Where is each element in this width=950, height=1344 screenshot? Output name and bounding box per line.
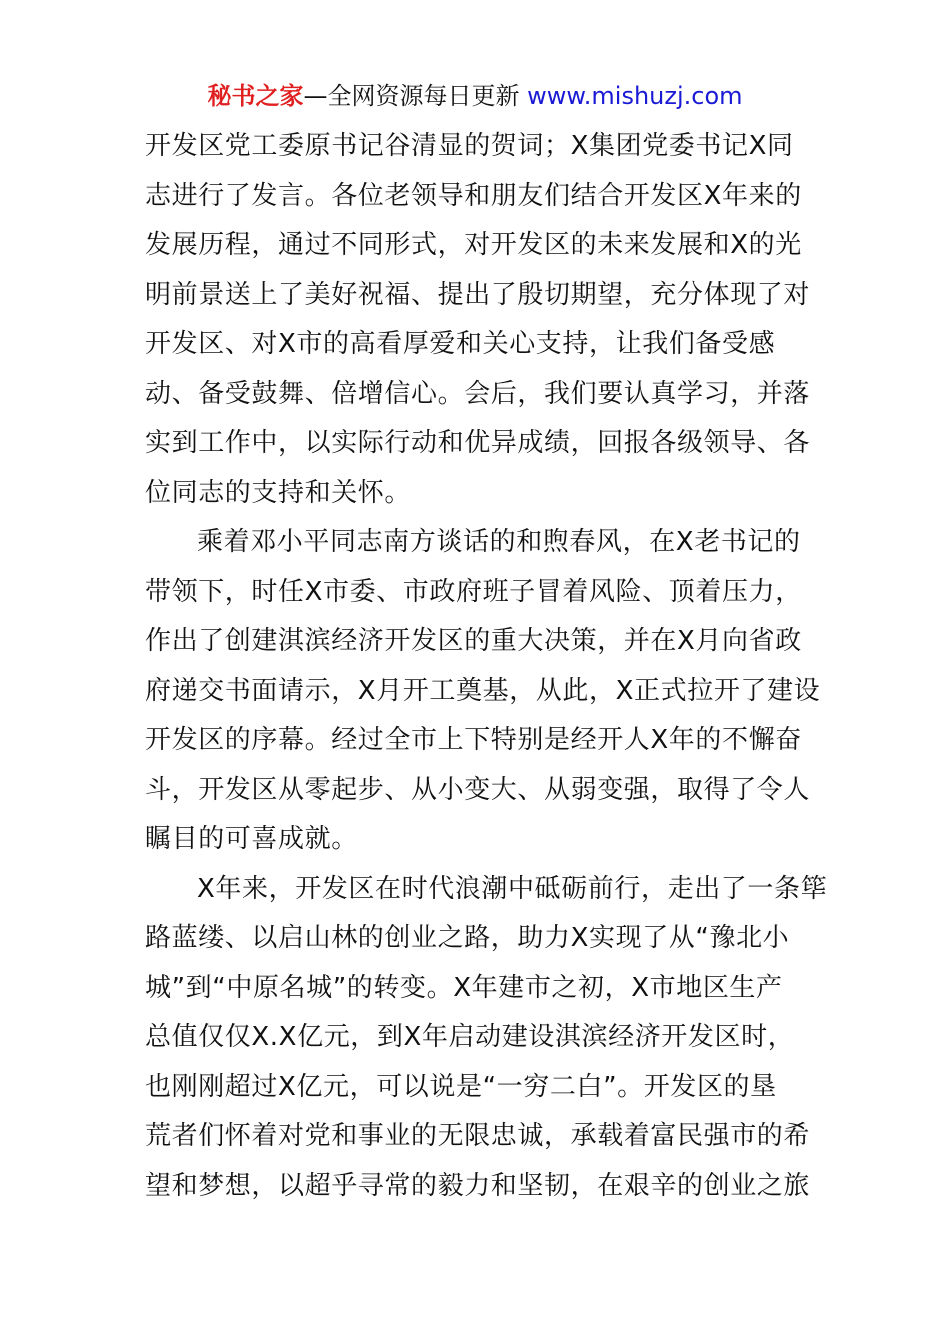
paragraph-first-line: 乘着邓小平同志南方谈话的和煦春风，在X老书记的 [197,527,801,557]
text-line: 总值仅仅X.X亿元，到X年启动建设淇滨经济开发区时， [145,1022,795,1052]
document-body [145,122,828,1211]
text-line: 开发区的序幕。经过全市上下特别是经开人X年的不懈奋 [145,725,802,755]
text-line: 路蓝缕、以启山林的创业之路，助力X实现了从“豫北小 [145,923,790,953]
text-line: 实到工作中，以实际行动和优异成绩，回报各级领导、各 [145,428,811,458]
text-line: 志进行了发言。各位老领导和朋友们结合开发区X年来的 [145,180,802,211]
site-url-link[interactable]: www.mishuzj.com [527,82,743,110]
page-header [0,80,950,112]
text-line: 瞩目的可喜成就。 [145,824,358,854]
text-line: 位同志的支持和关怀。 [145,477,412,508]
text-line: 斗，开发区从零起步、从小变大、从弱变强，取得了令人 [145,774,811,805]
paragraph-first-line: X年来，开发区在时代浪潮中砥砺前行，走出了一条筚 [197,873,828,904]
text-line: 作出了创建淇滨经济开发区的重大决策，并在X月向省政 [145,626,802,656]
brand-name: 秘书之家 [207,82,304,110]
text-line: 明前景送上了美好祝福、提出了殷切期望，充分体现了对 [145,279,811,310]
text-line: 望和梦想，以超乎寻常的毅力和坚韧，在艰辛的创业之旅 [145,1170,811,1201]
text-line: 府递交书面请示，X月开工奠基，从此，X正式拉开了建设 [145,675,821,706]
text-line: 也刚刚超过X亿元，可以说是“一穷二白”。开发区的垦 [145,1071,777,1102]
text-line: 发展历程，通过不同形式，对开发区的未来发展和X的光 [145,230,802,260]
text-line: 动、备受鼓舞、倍增信心。会后，我们要认真学习，并落 [145,378,811,409]
header-tagline: —全网资源每日更新 [303,82,528,110]
text-line: 城”到“中原名城”的转变。X年建市之初，X市地区生产 [145,972,783,1003]
text-line: 开发区、对X市的高看厚爱和关心支持，让我们备受感 [145,329,776,359]
text-line: 开发区党工委原书记谷清显的贺词；X集团党委书记X同 [145,131,794,161]
text-line: 带领下，时任X市委、市政府班子冒着风险、顶着压力， [145,576,802,607]
text-line: 荒者们怀着对党和事业的无限忠诚，承载着富民强市的希 [145,1121,811,1151]
